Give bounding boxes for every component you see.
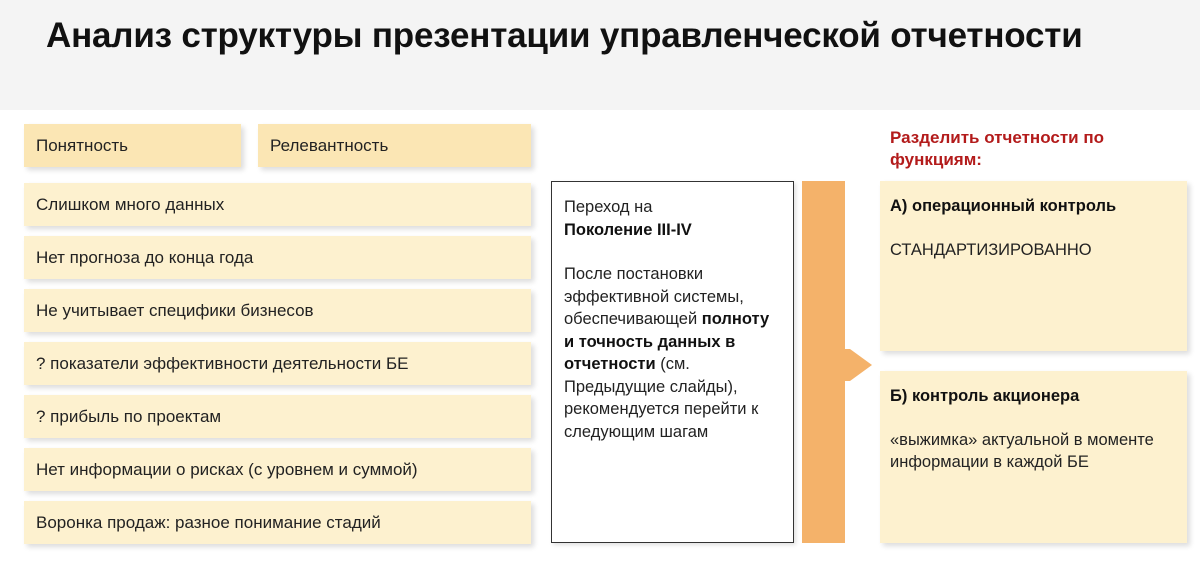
operational-control-title: А) операционный контроль bbox=[890, 197, 1117, 215]
issue-row: Не учитывает специфики бизнесов bbox=[24, 289, 531, 332]
issue-row: ? прибыль по проектам bbox=[24, 395, 531, 438]
right-arrow-icon bbox=[802, 181, 872, 543]
issue-row: Нет информации о рисках (с уровнем и суммой) bbox=[24, 448, 531, 491]
transition-body-end: (см. Предыдущие слайды), рекомендуется перейти к следующим шагам bbox=[564, 355, 759, 441]
shareholder-control-box bbox=[880, 371, 1187, 543]
issue-row: Воронка продаж: разное понимание стадий bbox=[24, 501, 531, 544]
issue-row: Слишком много данных bbox=[24, 183, 531, 226]
transition-body bbox=[564, 263, 781, 443]
transition-body-start: После постановки эффективной системы, обеспечивающей bbox=[564, 265, 744, 328]
operational-control-box bbox=[880, 181, 1187, 351]
tag-clarity: Понятность bbox=[24, 124, 241, 167]
issue-row: ? показатели эффективности деятельности БЕ bbox=[24, 342, 531, 385]
transition-generation: Поколение III-IV bbox=[564, 220, 692, 239]
issue-row: Нет прогноза до конца года bbox=[24, 236, 531, 279]
shareholder-control-body: «выжимка» актуальной в моменте информации в каждой БЕ bbox=[890, 431, 1154, 471]
split-reporting-heading: Разделить отчетности по функциям: bbox=[890, 128, 1104, 169]
transition-panel bbox=[551, 181, 794, 543]
page-title: Анализ структуры презентации управленческой отчетности bbox=[46, 16, 1083, 55]
shareholder-control-title: Б) контроль акционера bbox=[890, 387, 1080, 405]
transition-body-bold: полноту и точность данных в отчетности bbox=[564, 310, 770, 373]
operational-control-body: СТАНДАРТИЗИРОВАННО bbox=[890, 241, 1092, 259]
transition-line1: Переход на bbox=[564, 198, 653, 216]
tag-relevance: Релевантность bbox=[258, 124, 531, 167]
